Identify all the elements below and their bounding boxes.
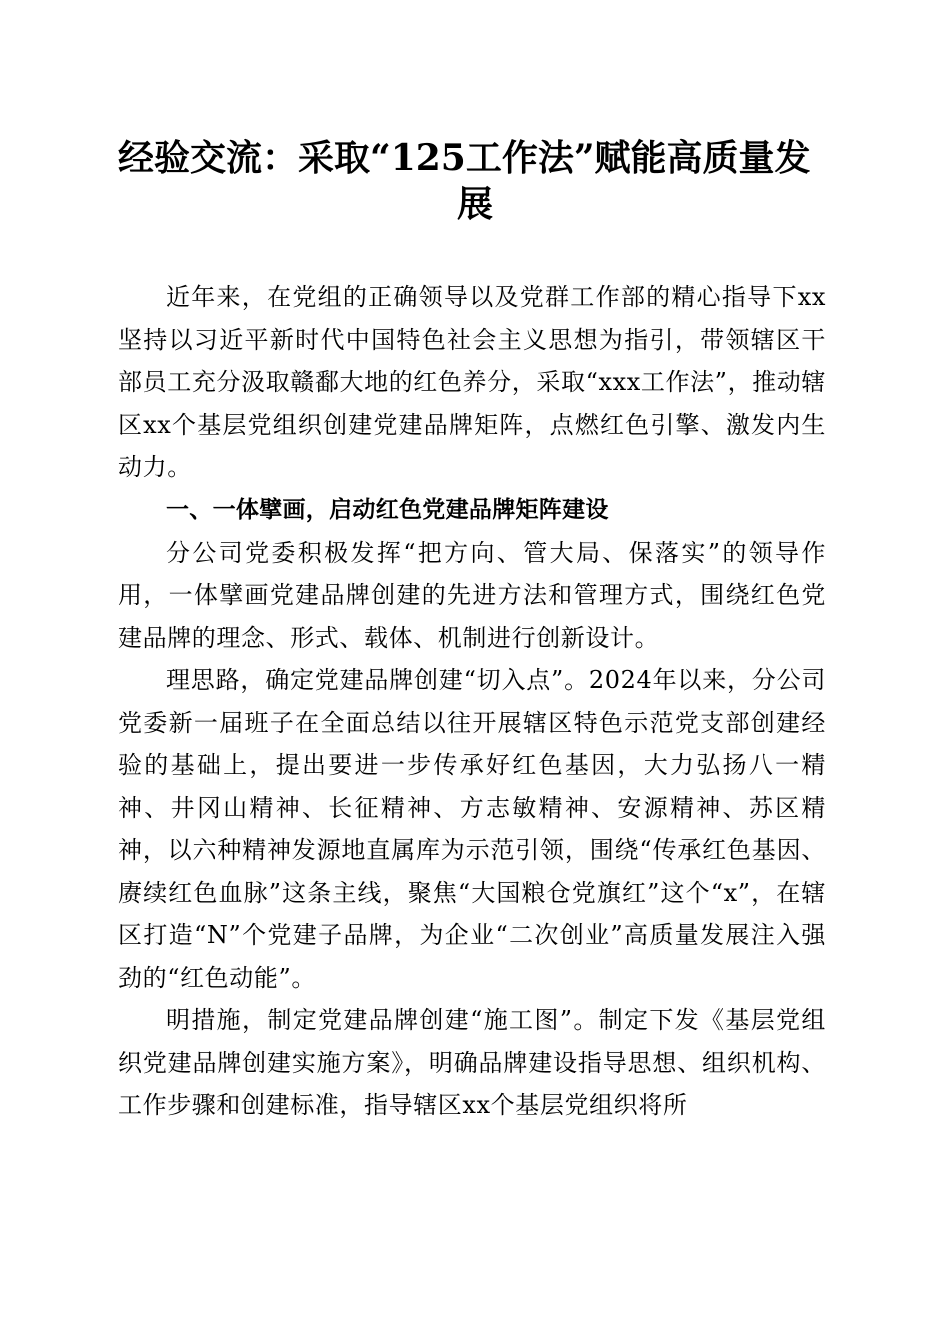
- section-heading-1: 一、一体擘画，启动红色党建品牌矩阵建设: [166, 496, 609, 523]
- body-paragraph: 理思路，确定党建品牌创建“切入点”。2024年以来，分公司党委新一届班子在全面总结以往开展辖区特色示范党支部创建经验的基础上，提出要进一步传承好红色基因，大力弘扬八一精神、井冈山精神、长征精神、方志敏精神、安源精神、苏区精神，以六种精神发源地直属库为示范引领，围绕“传承红色基因、赓续红色血脉”这条主线，聚焦“大国粮仓党旗红”这个“x”，在辖区打造“N”个党建子品牌，为企业“二次创业”高质量发展注入强劲的“红色动能”。: [118, 666, 826, 992]
- body-paragraph: 分公司党委积极发挥“把方向、管大局、保落实”的领导作用，一体擘画党建品牌创建的先进方法和管理方式，围绕红色党建品牌的理念、形式、载体、机制进行创新设计。: [118, 538, 826, 652]
- title-line-1: 经验交流：采取“125工作法”赋能高质量发: [118, 137, 811, 179]
- title-line-2: 展: [456, 183, 493, 225]
- document-title: [118, 135, 832, 227]
- document-body: [118, 276, 826, 1127]
- intro-paragraph: 近年来，在党组的正确领导以及党群工作部的精心指导下xx坚持以习近平新时代中国特色社会主义思想为指引，带领辖区干部员工充分汲取赣鄱大地的红色养分，采取“xxx工作法”，推动辖区xx个基层党组织创建党建品牌矩阵，点燃红色引擎、激发内生动力。: [118, 283, 826, 481]
- body-paragraph: 明措施，制定党建品牌创建“施工图”。制定下发《基层党组织党建品牌创建实施方案》，明确品牌建设指导思想、组织机构、工作步骤和创建标准，指导辖区xx个基层党组织将所: [118, 1006, 826, 1119]
